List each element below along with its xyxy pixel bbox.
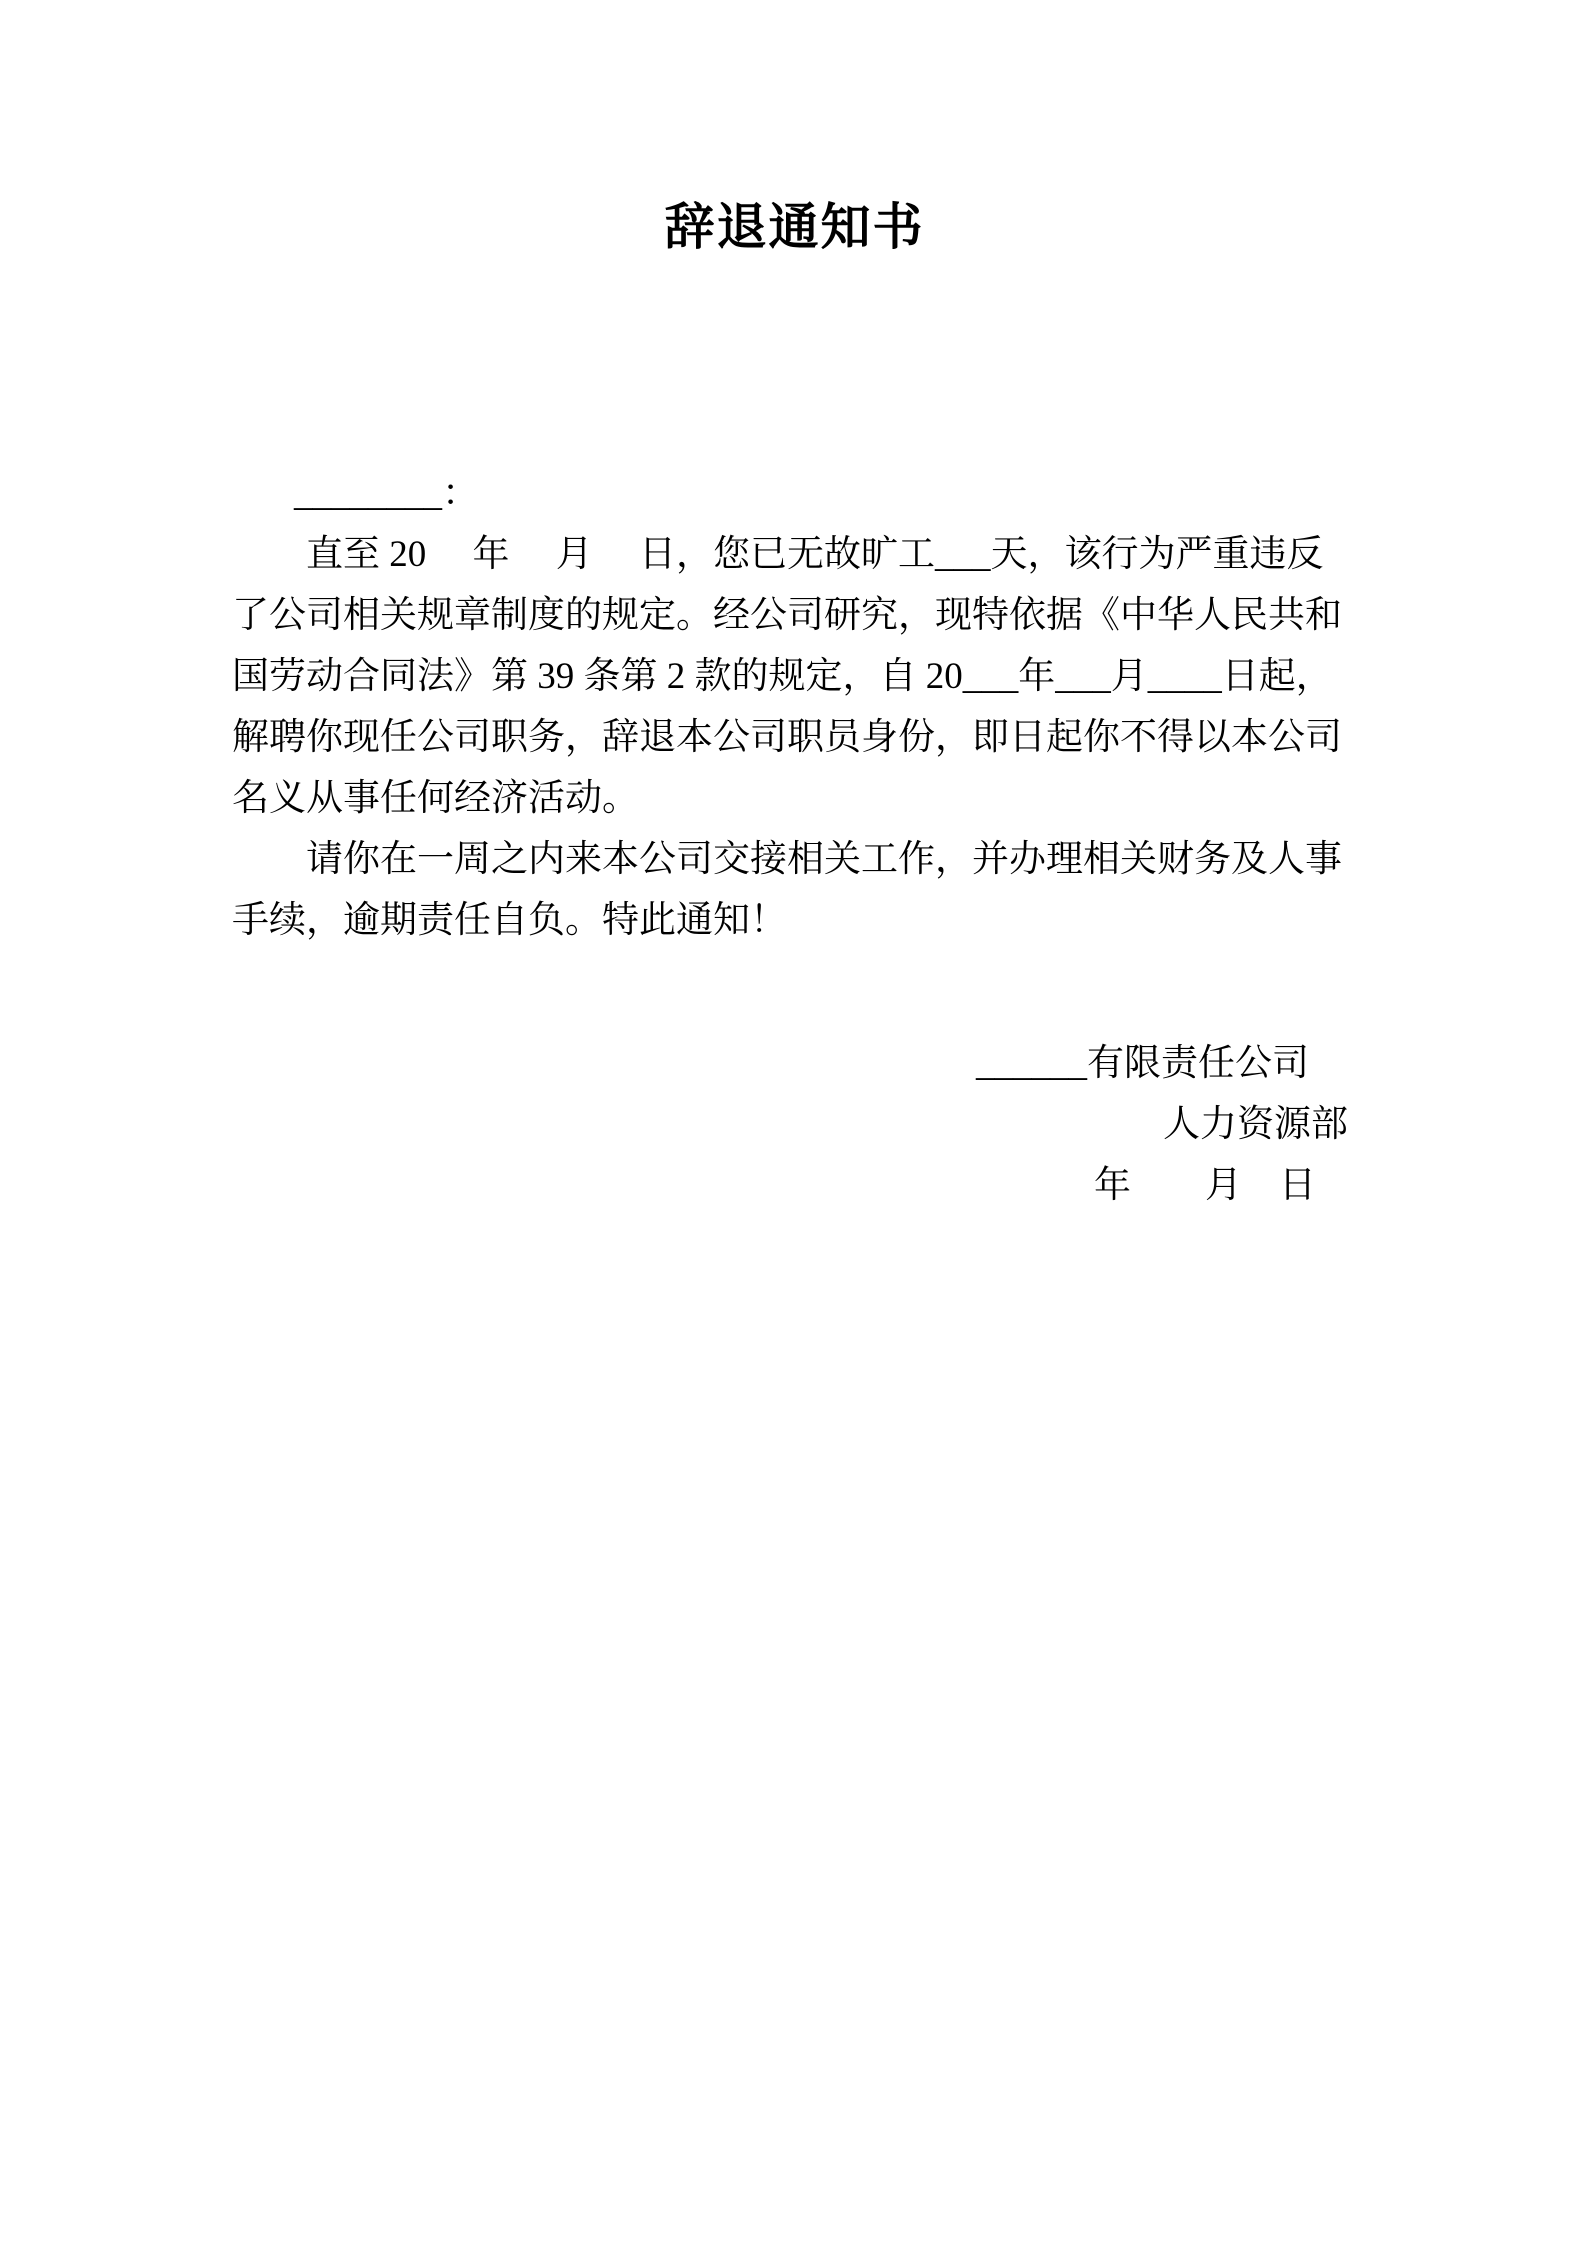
body-line: 请你在一周之内来本公司交接相关工作，并办理相关财务及人事	[306, 839, 1342, 880]
body-line: 国劳动合同法》第 39 条第 2 款的规定，自 20___年___月____日起，	[232, 656, 1333, 697]
body-line: 了公司相关规章制度的规定。经公司研究，现特依据《中华人民共和	[232, 595, 1342, 636]
document-title: 辞退通知书	[664, 199, 925, 255]
body-line: 名义从事任何经济活动。	[232, 778, 639, 819]
signature-department-line: 人力资源部	[1163, 1104, 1348, 1145]
signature-block	[232, 1033, 1357, 1216]
signature-company-line: ______有限责任公司	[976, 1043, 1309, 1084]
document-body	[232, 463, 1357, 951]
signature-date-line: 年 月 日	[1094, 1165, 1316, 1206]
body-line: 直至 20 年 月 日，您已无故旷工___天，该行为严重违反	[306, 534, 1324, 575]
salutation-blank-line: ________：	[294, 473, 479, 514]
body-line: 手续，逾期责任自负。特此通知！	[232, 900, 787, 941]
body-line: 解聘你现任公司职务，辞退本公司职员身份，即日起你不得以本公司	[232, 717, 1342, 758]
